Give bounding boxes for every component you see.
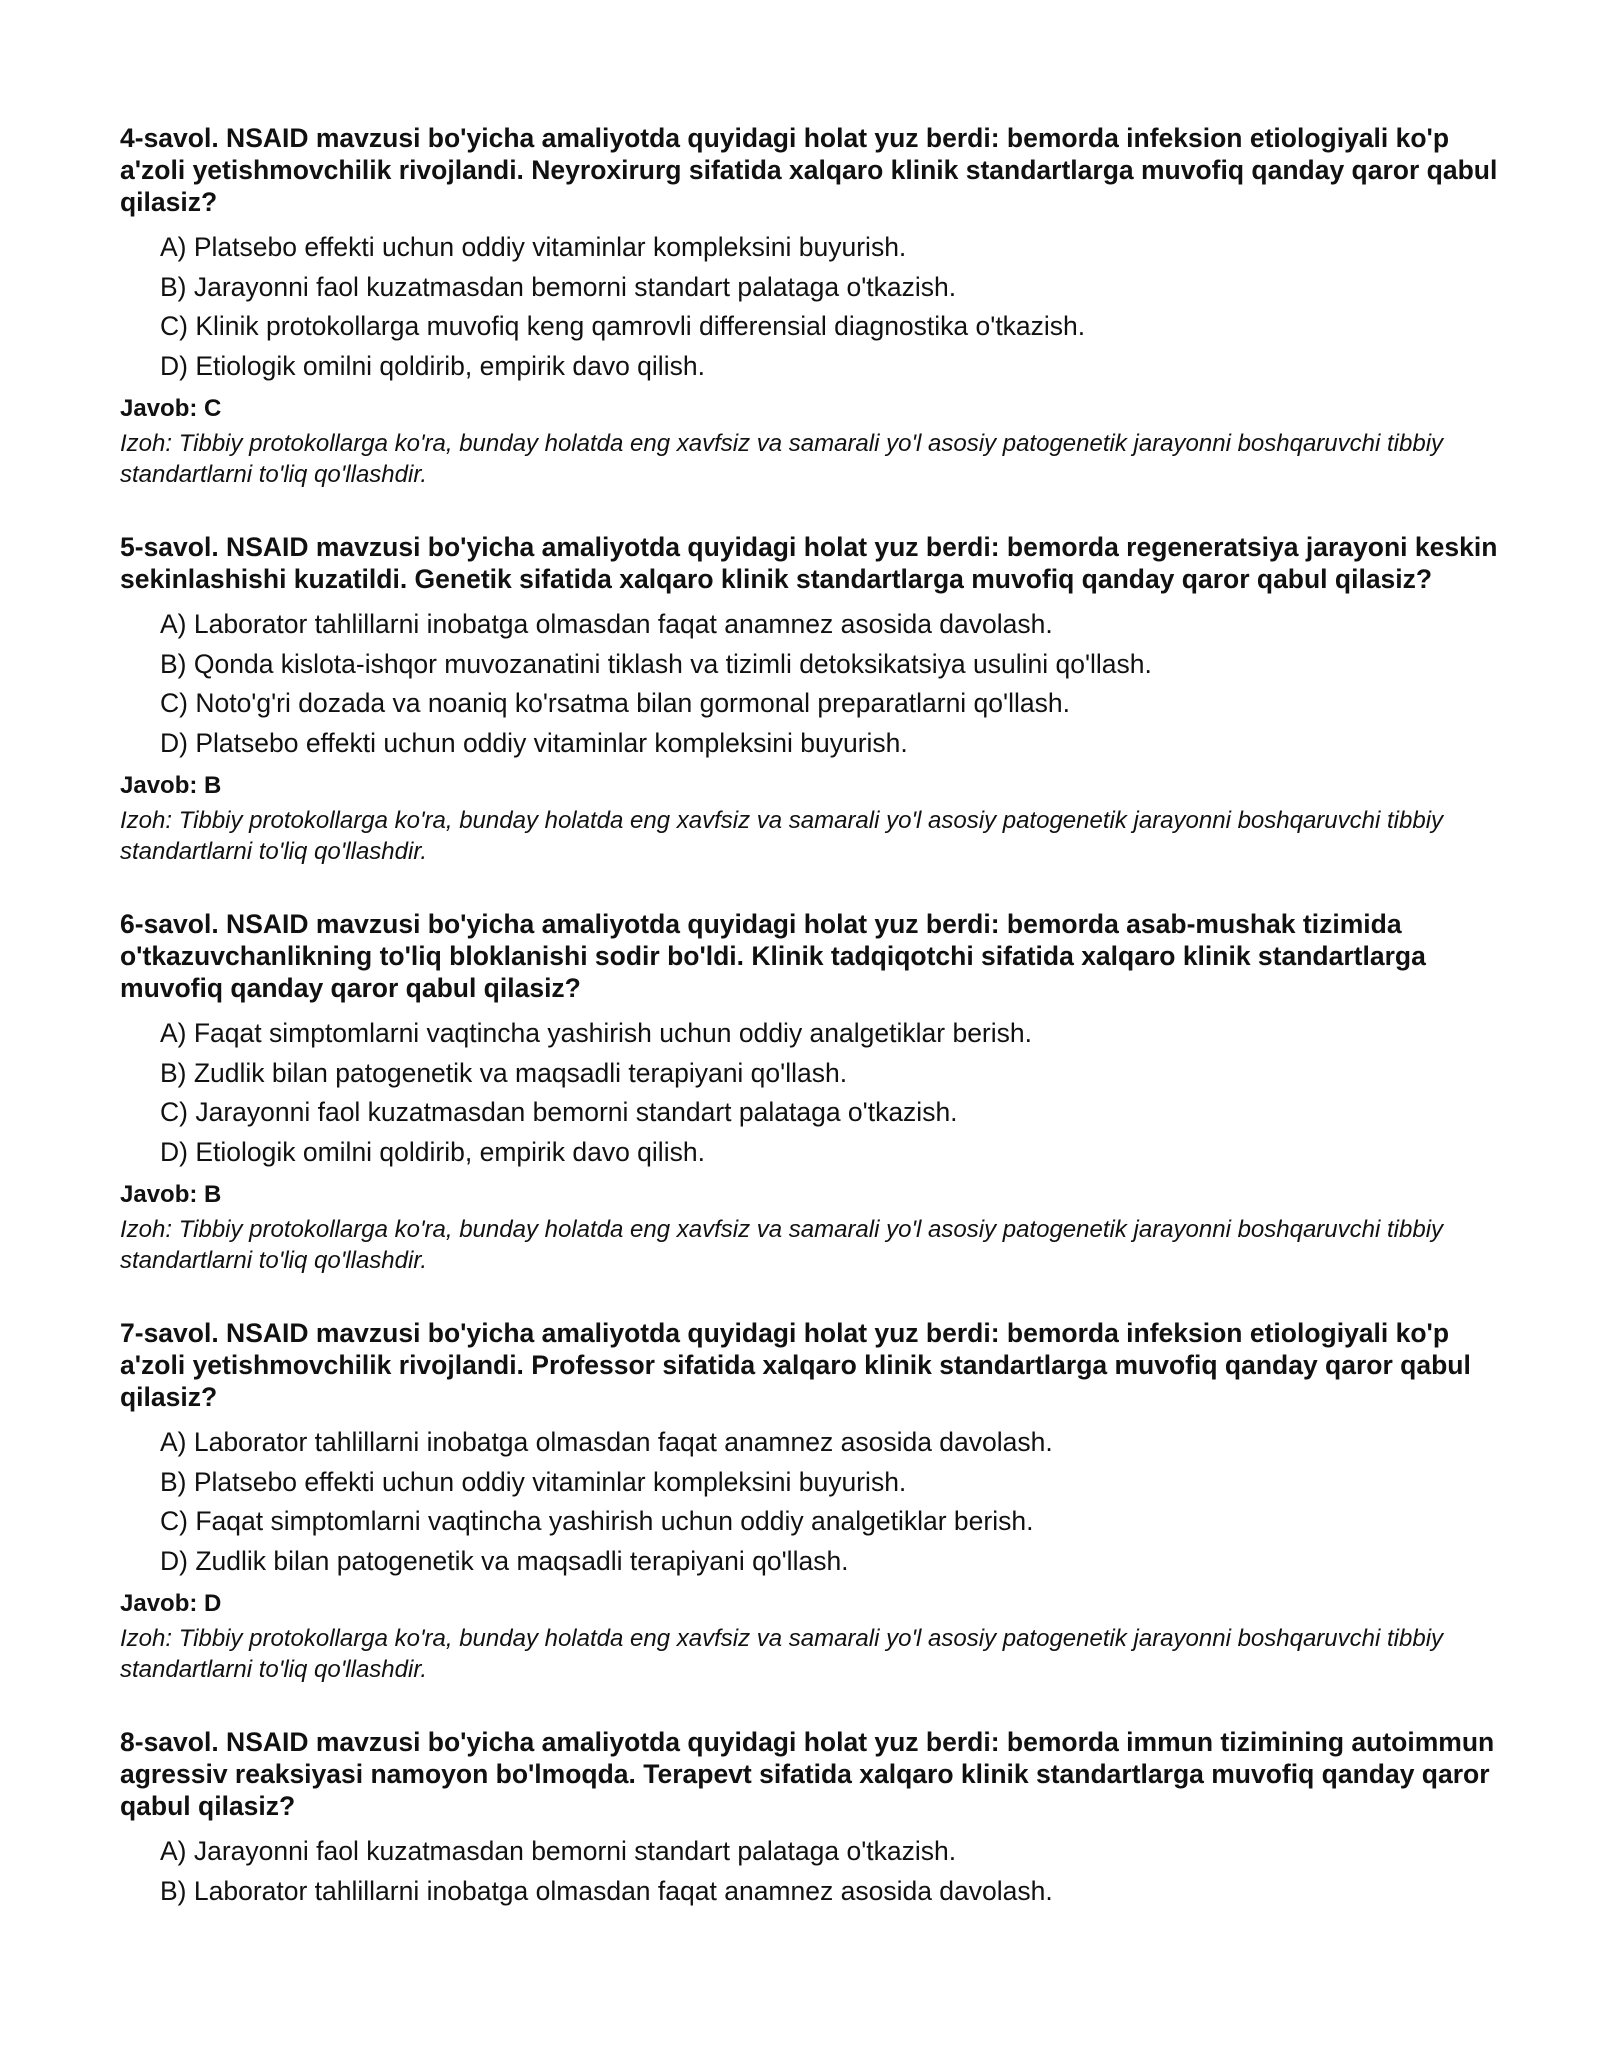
option-c: C) Klinik protokollarga muvofiq keng qamrovli differensial diagnostika o'tkazish. xyxy=(160,311,1086,341)
option-b: B) Platsebo effekti uchun oddiy vitaminlar kompleksini buyurish. xyxy=(160,1466,907,1497)
explanation-note: Izoh: Tibbiy protokollarga ko'ra, bunday holatda eng xavfsiz va samarali yo'l asosiy patogenetik jarayonni boshqaruvchi tibbiy standartlarni to'liq qo'llashdir. xyxy=(120,1216,1444,1274)
answer-key: Javob: B xyxy=(120,772,222,799)
option-c: C) Jarayonni faol kuzatmasdan bemorni standart palataga o'tkazish. xyxy=(160,1097,958,1127)
answer-options xyxy=(120,1832,1505,1911)
answer-key: Javob: B xyxy=(120,1181,222,1208)
question-title: 7-savol. NSAID mavzusi bo'yicha amaliyotda quyidagi holat yuz berdi: bemorda infeksion etiologiyali ko'p a'zoli yetishmovchilik rivojlandi. Professor sifatida xalqaro klinik standartlarga muvofiq qanday qaror qabul qilasiz? xyxy=(120,1318,1471,1412)
answer-options xyxy=(120,1423,1505,1581)
option-d: D) Etiologik omilni qoldirib, empirik davo qilish. xyxy=(160,1136,705,1167)
answer-options xyxy=(120,1014,1505,1172)
option-b: B) Laborator tahlillarni inobatga olmasdan faqat anamnez asosida davolash. xyxy=(160,1875,1053,1906)
question-title: 8-savol. NSAID mavzusi bo'yicha amaliyotda quyidagi holat yuz berdi: bemorda immun tizimining autoimmun agressiv reaksiyasi namoyon bo'lmoqda. Terapevt sifatida xalqaro klinik standartlarga muvofiq qanday qaror qabul qilasiz? xyxy=(120,1727,1495,1821)
option-b: B) Jarayonni faol kuzatmasdan bemorni standart palataga o'tkazish. xyxy=(160,271,957,302)
option-a: A) Jarayonni faol kuzatmasdan bemorni standart palataga o'tkazish. xyxy=(160,1836,957,1866)
answer-options xyxy=(120,605,1505,763)
question-8 xyxy=(120,1726,1505,1911)
answer-key: Javob: C xyxy=(120,395,222,422)
question-5 xyxy=(120,531,1505,867)
question-title: 4-savol. NSAID mavzusi bo'yicha amaliyotda quyidagi holat yuz berdi: bemorda infeksion etiologiyali ko'p a'zoli yetishmovchilik rivojlandi. Neyroxirurg sifatida xalqaro klinik standartlarga muvofiq qanday qaror qabul qilasiz? xyxy=(120,123,1498,217)
answer-key: Javob: D xyxy=(120,1590,222,1617)
explanation-note: Izoh: Tibbiy protokollarga ko'ra, bunday holatda eng xavfsiz va samarali yo'l asosiy patogenetik jarayonni boshqaruvchi tibbiy standartlarni to'liq qo'llashdir. xyxy=(120,807,1444,865)
question-title: 5-savol. NSAID mavzusi bo'yicha amaliyotda quyidagi holat yuz berdi: bemorda regeneratsiya jarayoni keskin sekinlashishi kuzatildi. Genetik sifatida xalqaro klinik standartlarga muvofiq qanday qaror qabul qilasiz? xyxy=(120,532,1498,594)
document-page xyxy=(120,122,1505,1952)
option-d: D) Zudlik bilan patogenetik va maqsadli terapiyani qo'llash. xyxy=(160,1545,849,1576)
explanation-note: Izoh: Tibbiy protokollarga ko'ra, bunday holatda eng xavfsiz va samarali yo'l asosiy patogenetik jarayonni boshqaruvchi tibbiy standartlarni to'liq qo'llashdir. xyxy=(120,430,1444,488)
option-a: A) Faqat simptomlarni vaqtincha yashirish uchun oddiy analgetiklar berish. xyxy=(160,1018,1032,1048)
question-7 xyxy=(120,1317,1505,1685)
option-a: A) Laborator tahlillarni inobatga olmasdan faqat anamnez asosida davolash. xyxy=(160,609,1053,639)
option-c: C) Faqat simptomlarni vaqtincha yashirish uchun oddiy analgetiklar berish. xyxy=(160,1506,1034,1536)
question-title: 6-savol. NSAID mavzusi bo'yicha amaliyotda quyidagi holat yuz berdi: bemorda asab-mushak tizimida o'tkazuvchanlikning to'liq bloklanishi sodir bo'ldi. Klinik tadqiqotchi sifatida xalqaro klinik standartlarga muvofiq qanday qaror qabul qilasiz? xyxy=(120,909,1426,1003)
answer-options xyxy=(120,228,1505,386)
explanation-note: Izoh: Tibbiy protokollarga ko'ra, bunday holatda eng xavfsiz va samarali yo'l asosiy patogenetik jarayonni boshqaruvchi tibbiy standartlarni to'liq qo'llashdir. xyxy=(120,1625,1444,1683)
question-4 xyxy=(120,122,1505,490)
option-a: A) Platsebo effekti uchun oddiy vitaminlar kompleksini buyurish. xyxy=(160,232,907,262)
option-a: A) Laborator tahlillarni inobatga olmasdan faqat anamnez asosida davolash. xyxy=(160,1427,1053,1457)
option-b: B) Zudlik bilan patogenetik va maqsadli terapiyani qo'llash. xyxy=(160,1057,848,1088)
option-c: C) Noto'g'ri dozada va noaniq ko'rsatma bilan gormonal preparatlarni qo'llash. xyxy=(160,688,1070,718)
option-d: D) Platsebo effekti uchun oddiy vitaminlar kompleksini buyurish. xyxy=(160,727,908,758)
option-b: B) Qonda kislota-ishqor muvozanatini tiklash va tizimli detoksikatsiya usulini qo'llash. xyxy=(160,648,1152,679)
option-d: D) Etiologik omilni qoldirib, empirik davo qilish. xyxy=(160,350,705,381)
question-6 xyxy=(120,908,1505,1276)
